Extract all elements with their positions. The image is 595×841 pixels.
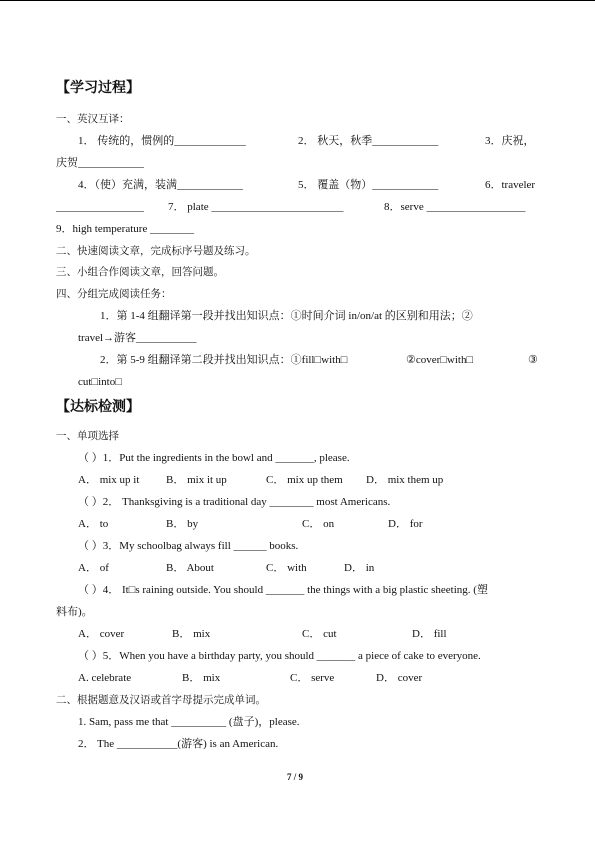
fill-question-2: 2． The ___________(游客) is an American.: [78, 738, 279, 750]
section-heading-test: 【达标检测】: [56, 399, 140, 415]
task-1: 1．第 1-4 组翻译第一段并找出知识点：①时间介词 in/on/at 的区别和用法；②: [100, 310, 473, 322]
q1-option-b: B． mix it up: [166, 474, 227, 486]
vocab-item-4: 4．（使）充满，装满____________: [78, 179, 243, 191]
vocab-item-3-cont: 庆贺____________: [56, 157, 144, 169]
q5-option-a: A. celebrate: [78, 672, 132, 684]
q5-option-c: C． serve: [290, 672, 335, 684]
question-5: （ ）5．When you have a birthday party, you should _______ a piece of cake to everyone.: [78, 650, 481, 662]
question-3: （ ）3．My schoolbag always fill ______ books.: [78, 540, 299, 552]
vocab-item-1: 1． 传统的，惯例的_____________: [78, 135, 246, 147]
task-2-marker-3: ③: [528, 354, 538, 366]
question-4: （ ）4． It□s raining outside. You should _______ the things with a big plastic sheeting. (塑: [78, 584, 488, 596]
section-heading-process: 【学习过程】: [56, 80, 140, 96]
vocab-item-3: 3．庆祝，: [485, 135, 535, 147]
q5-option-d: D． cover: [376, 672, 423, 684]
q1-option-d: D． mix them up: [366, 474, 444, 486]
q4-option-c: C． cut: [302, 628, 337, 640]
part-2-title: 二、根据题意及汉语或首字母提示完成单词。: [56, 694, 266, 706]
fill-question-1: 1. Sam, pass me that __________ (盘子)，please.: [78, 716, 300, 728]
q4-option-d: D． fill: [412, 628, 447, 640]
question-2: （ ）2． Thanksgiving is a traditional day ________ most Americans.: [78, 496, 391, 508]
q5-option-b: B． mix: [182, 672, 221, 684]
q1-option-c: C． mix up them: [266, 474, 343, 486]
q3-option-a: A． of: [78, 562, 109, 574]
vocab-item-8: 8．serve __________________: [384, 201, 526, 213]
top-border: [0, 0, 595, 1]
section-2-title: 二、快速阅读文章，完成标序号题及练习。: [56, 245, 256, 257]
q2-option-c: C． on: [302, 518, 335, 530]
q2-option-a: A． to: [78, 518, 109, 530]
page-number: 7 / 9: [287, 772, 304, 782]
vocab-item-6: 6．traveler: [485, 179, 536, 191]
vocab-item-7: 7． plate ________________________: [168, 201, 344, 213]
question-4-cont: 料布)。: [56, 606, 93, 618]
vocab-item-5: 5． 覆盖（物）____________: [298, 179, 439, 191]
section-1-title: 一、英汉互译：: [56, 113, 130, 125]
q4-option-b: B． mix: [172, 628, 211, 640]
section-4-title: 四、分组完成阅读任务：: [56, 288, 172, 300]
vocab-item-9: 9．high temperature ________: [56, 223, 195, 235]
q2-option-b: B． by: [166, 518, 199, 530]
q4-option-a: A． cover: [78, 628, 125, 640]
q3-option-d: D． in: [344, 562, 375, 574]
part-1-title: 一、单项选择: [56, 430, 119, 442]
task-2-cut: cut□into□: [78, 376, 122, 388]
task-2-cover: ②cover□with□: [406, 354, 474, 366]
task-2: 2．第 5-9 组翻译第二段并找出知识点：①fill□with□: [100, 354, 348, 366]
q3-option-c: C． with: [266, 562, 307, 574]
q3-option-b: B． About: [166, 562, 214, 574]
q2-option-d: D． for: [388, 518, 423, 530]
vocab-item-2: 2． 秋天，秋季____________: [298, 135, 439, 147]
vocab-item-6-blank: ________________: [56, 201, 144, 213]
task-1-cont: travel→游客___________: [78, 332, 197, 344]
section-3-title: 三、小组合作阅读文章，回答问题。: [56, 266, 224, 278]
question-1: （ ）1．Put the ingredients in the bowl and _______, please.: [78, 452, 350, 464]
q1-option-a: A． mix up it: [78, 474, 140, 486]
